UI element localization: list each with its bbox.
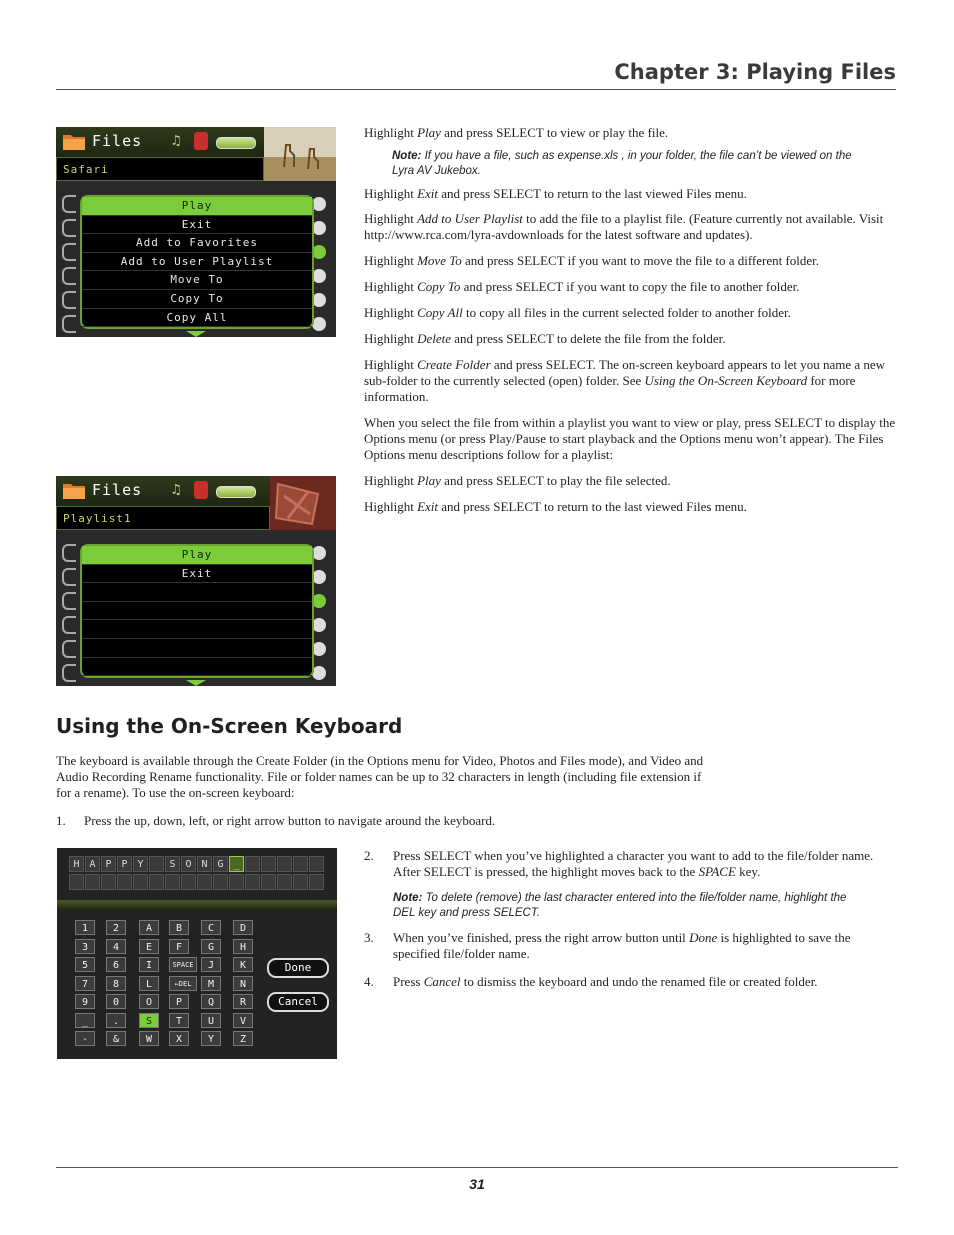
entry-cell bbox=[85, 874, 100, 890]
key-char[interactable]: V bbox=[233, 1013, 253, 1028]
entry-cell bbox=[309, 874, 324, 890]
paragraph-create-folder: Highlight Create Folder and press SELECT. The on-screen keyboard appears to let you name a new sub-folder to the currently selected (open) folder. See Using the On-Screen Keyboard for more information. bbox=[364, 357, 886, 404]
entry-cell bbox=[165, 874, 180, 890]
paragraph-copy-all: Highlight Copy All to copy all files in the current selected folder to another folder. bbox=[364, 305, 791, 320]
options-menu bbox=[80, 195, 314, 329]
files-options-screen bbox=[56, 127, 336, 337]
menu-item-copy-all[interactable]: Copy All bbox=[82, 309, 312, 328]
entry-cell bbox=[149, 856, 164, 872]
folder-icon bbox=[62, 131, 86, 151]
key-char[interactable]: O bbox=[139, 994, 159, 1009]
key-char[interactable]: I bbox=[139, 957, 159, 972]
key-char[interactable]: S bbox=[139, 1013, 159, 1028]
battery-icon bbox=[216, 486, 256, 498]
key-char[interactable]: 5 bbox=[75, 957, 95, 972]
music-icon: ♫ bbox=[172, 482, 181, 498]
entry-cell bbox=[229, 874, 244, 890]
menu-item-move-to[interactable]: Move To bbox=[82, 271, 312, 290]
menu-item-exit[interactable]: Exit bbox=[82, 565, 312, 584]
key-char[interactable]: Y bbox=[201, 1031, 221, 1046]
paragraph-play: Highlight Play and press SELECT to view or play the file. bbox=[364, 125, 669, 140]
entry-cell: N bbox=[197, 856, 212, 872]
done-button[interactable]: Done bbox=[267, 958, 329, 978]
key-char[interactable]: R bbox=[233, 994, 253, 1009]
name-entry-field bbox=[69, 856, 325, 896]
menu-item-empty bbox=[82, 639, 312, 658]
entry-cell: Y bbox=[133, 856, 148, 872]
step-number: 3. bbox=[364, 930, 374, 945]
paragraph-delete: Highlight Delete and press SELECT to delete the file from the folder. bbox=[364, 331, 726, 346]
key-char[interactable]: A bbox=[139, 920, 159, 935]
step-number: 1. bbox=[56, 813, 66, 828]
screen-titlebar bbox=[56, 476, 270, 506]
entry-cell: H bbox=[69, 856, 84, 872]
key-char[interactable]: P bbox=[169, 994, 189, 1009]
screen-titlebar bbox=[56, 127, 264, 157]
entry-cell bbox=[213, 874, 228, 890]
entry-cell bbox=[261, 874, 276, 890]
step-2: Press SELECT when you’ve highlighted a character you want to add to the file/folder name. After SELECT is pressed, the highlight moves back to the SPACE key. bbox=[393, 848, 874, 879]
footer-rule bbox=[56, 1167, 898, 1168]
lock-icon bbox=[194, 132, 208, 150]
keyboard-intro: The keyboard is available through the Create Folder (in the Options menu for Video, Photos and Files mode), and Video and Audio Recording Rename functionality. File or folder names can be up to 32 characters in length (including file extension if for a rename). To use the on-screen keyboard: bbox=[56, 753, 704, 800]
giraffe-thumbnail bbox=[264, 127, 336, 181]
key-char[interactable]: L bbox=[139, 976, 159, 991]
playlist-thumbnail bbox=[270, 476, 336, 530]
key-char[interactable]: U bbox=[201, 1013, 221, 1028]
key-char[interactable]: . bbox=[106, 1013, 126, 1028]
key-char[interactable]: - bbox=[75, 1031, 95, 1046]
menu-item-play[interactable]: Play bbox=[82, 546, 312, 565]
entry-cell bbox=[245, 874, 260, 890]
header-rule bbox=[56, 89, 896, 90]
entry-cell: _ bbox=[229, 856, 244, 872]
step-4: Press Cancel to dismiss the keyboard and undo the renamed file or created folder. bbox=[393, 974, 818, 989]
menu-item-empty bbox=[82, 583, 312, 602]
key-char[interactable]: _ bbox=[75, 1013, 95, 1028]
chapter-title: Chapter 3: Playing Files bbox=[614, 60, 896, 84]
key-char[interactable]: 9 bbox=[75, 994, 95, 1009]
on-screen-keyboard bbox=[57, 848, 337, 1059]
entry-cell bbox=[69, 874, 84, 890]
key-char[interactable]: B bbox=[169, 920, 189, 935]
entry-cell: O bbox=[181, 856, 196, 872]
menu-item-empty bbox=[82, 658, 312, 677]
step-3: When you’ve finished, press the right arrow button until Done is highlighted to save the specified file/folder name. bbox=[393, 930, 851, 961]
screen-title: Files bbox=[92, 132, 143, 150]
battery-icon bbox=[216, 137, 256, 149]
key-char[interactable]: N bbox=[233, 976, 253, 991]
key-char[interactable]: Z bbox=[233, 1031, 253, 1046]
key-char[interactable]: E bbox=[139, 939, 159, 954]
cancel-button[interactable]: Cancel bbox=[267, 992, 329, 1012]
key-char[interactable]: W bbox=[139, 1031, 159, 1046]
options-menu bbox=[80, 544, 314, 678]
lock-icon bbox=[194, 481, 208, 499]
section-heading: Using the On-Screen Keyboard bbox=[56, 714, 403, 738]
key-char[interactable]: 6 bbox=[106, 957, 126, 972]
scroll-down-icon bbox=[186, 331, 206, 337]
entry-cell bbox=[133, 874, 148, 890]
screen-subtitle: Safari bbox=[56, 157, 264, 181]
key-char[interactable]: 2 bbox=[106, 920, 126, 935]
key-char[interactable]: C bbox=[201, 920, 221, 935]
entry-cell: P bbox=[101, 856, 116, 872]
key-char[interactable]: & bbox=[106, 1031, 126, 1046]
entry-cell bbox=[309, 856, 324, 872]
menu-item-empty bbox=[82, 602, 312, 621]
music-icon: ♫ bbox=[172, 133, 181, 149]
entry-cell bbox=[101, 874, 116, 890]
scroll-down-icon bbox=[186, 680, 206, 686]
entry-cell bbox=[277, 856, 292, 872]
playlist-options-screen bbox=[56, 476, 336, 686]
entry-cell bbox=[245, 856, 260, 872]
key-char[interactable]: J bbox=[201, 957, 221, 972]
note-expense-xls: Note: If you have a file, such as expense.xls , in your folder, the file can’t be viewed on the Lyra AV Jukebox. bbox=[392, 150, 852, 177]
entry-cell bbox=[261, 856, 276, 872]
key-char[interactable]: G bbox=[201, 939, 221, 954]
menu-item-exit[interactable]: Exit bbox=[82, 216, 312, 235]
menu-item-add-to-user-playlist[interactable]: Add to User Playlist bbox=[82, 253, 312, 272]
paragraph-exit: Highlight Exit and press SELECT to return to the last viewed Files menu. bbox=[364, 186, 747, 201]
page-number: 31 bbox=[469, 1176, 485, 1192]
entry-cell: A bbox=[85, 856, 100, 872]
entry-cell bbox=[149, 874, 164, 890]
entry-cell: P bbox=[117, 856, 132, 872]
entry-cell: S bbox=[165, 856, 180, 872]
key-char[interactable]: 1 bbox=[75, 920, 95, 935]
paragraph-add-to-playlist: Highlight Add to User Playlist to add the file to a playlist file. (Feature currently not available. Visit http://www.rca.com/lyra-avdownloads for the latest software and updates). bbox=[364, 211, 884, 242]
entry-cell bbox=[277, 874, 292, 890]
entry-cell bbox=[293, 856, 308, 872]
keyboard-divider bbox=[57, 900, 337, 910]
key-char[interactable]: 0 bbox=[106, 994, 126, 1009]
menu-item-copy-to[interactable]: Copy To bbox=[82, 290, 312, 309]
key-char[interactable]: M bbox=[201, 976, 221, 991]
paragraph-playlist-options: When you select the file from within a playlist you want to view or play, press SELECT to display the Options menu (or press Play/Pause to start playback and the Options menu won’t appear). The Files Options menu descriptions follow for a playlist: bbox=[364, 415, 896, 462]
step-number: 2. bbox=[364, 848, 374, 863]
entry-cell bbox=[117, 874, 132, 890]
screen-title: Files bbox=[92, 481, 143, 499]
step-number: 4. bbox=[364, 974, 374, 989]
key-char[interactable]: 3 bbox=[75, 939, 95, 954]
note-delete: Note: To delete (remove) the last character entered into the file/folder name, highlight the DEL key and press SELECT. bbox=[393, 892, 847, 919]
entry-cell bbox=[181, 874, 196, 890]
key-char[interactable]: T bbox=[169, 1013, 189, 1028]
key-char[interactable]: K bbox=[233, 957, 253, 972]
key-char[interactable]: H bbox=[233, 939, 253, 954]
menu-item-play[interactable]: Play bbox=[82, 197, 312, 216]
key-char[interactable]: 4 bbox=[106, 939, 126, 954]
screen-subtitle: Playlist1 bbox=[56, 506, 270, 530]
key-char[interactable]: 8 bbox=[106, 976, 126, 991]
key-del[interactable]: ←DEL bbox=[169, 976, 197, 991]
key-space[interactable]: SPACE bbox=[169, 957, 197, 972]
paragraph-playlist-exit: Highlight Exit and press SELECT to return to the last viewed Files menu. bbox=[364, 499, 747, 514]
folder-icon bbox=[62, 480, 86, 500]
key-char[interactable]: Q bbox=[201, 994, 221, 1009]
entry-cell bbox=[293, 874, 308, 890]
key-char[interactable]: D bbox=[233, 920, 253, 935]
step-1: Press the up, down, left, or right arrow button to navigate around the keyboard. bbox=[84, 813, 496, 828]
key-char[interactable]: 7 bbox=[75, 976, 95, 991]
entry-cell: G bbox=[213, 856, 228, 872]
paragraph-playlist-play: Highlight Play and press SELECT to play the file selected. bbox=[364, 473, 671, 488]
menu-item-add-to-favorites[interactable]: Add to Favorites bbox=[82, 234, 312, 253]
paragraph-copy-to: Highlight Copy To and press SELECT if you want to copy the file to another folder. bbox=[364, 279, 800, 294]
paragraph-move-to: Highlight Move To and press SELECT if you want to move the file to a different folder. bbox=[364, 253, 820, 268]
menu-item-empty bbox=[82, 620, 312, 639]
key-char[interactable]: F bbox=[169, 939, 189, 954]
key-char[interactable]: X bbox=[169, 1031, 189, 1046]
entry-cell bbox=[197, 874, 212, 890]
